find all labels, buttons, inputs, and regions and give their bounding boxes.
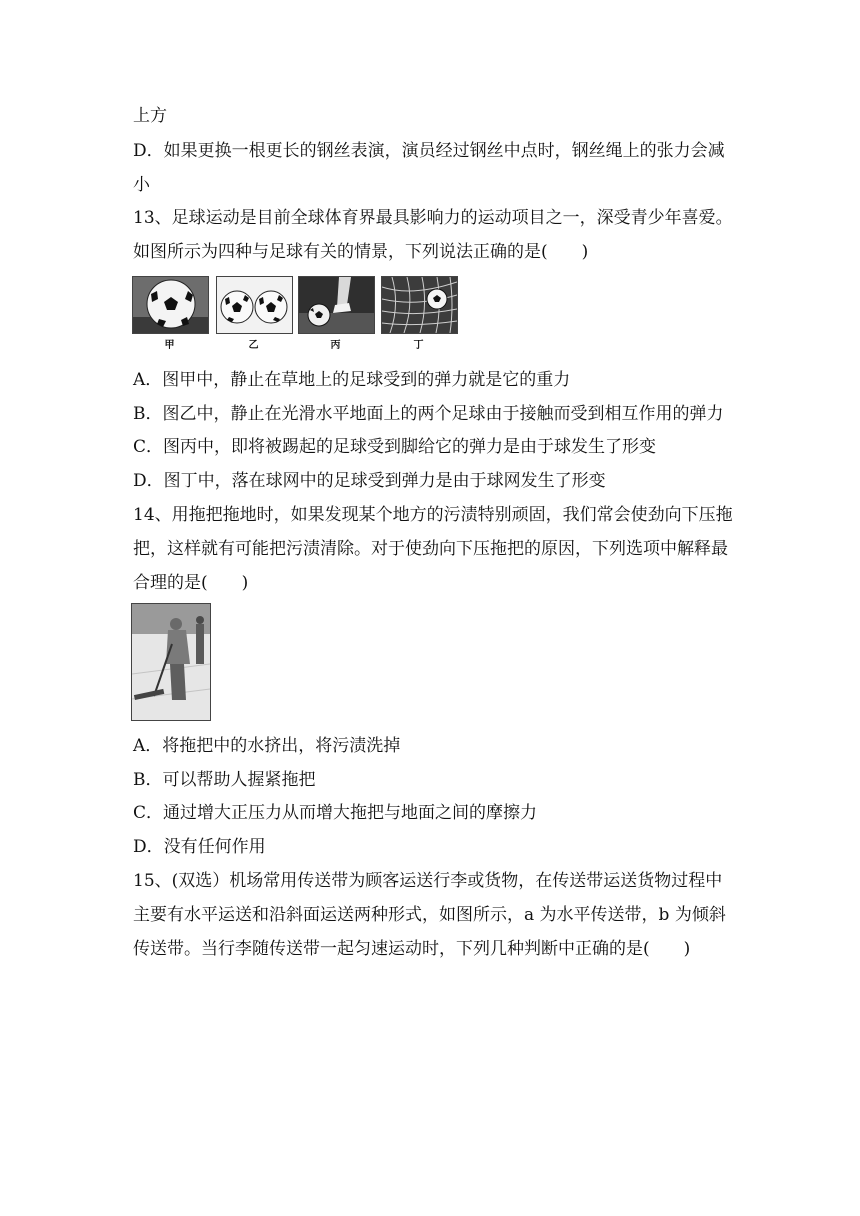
- caption-ding: 丁: [413, 340, 424, 351]
- question-14-option-a: A．将拖把中的水挤出，将污渍洗掉: [133, 736, 401, 756]
- question-14-option-d: D．没有任何作用: [133, 837, 266, 857]
- option-d-q12: D．如果更换一根更长的钢丝表演，演员经过钢丝中点时，钢丝绳上的张力会减: [133, 141, 725, 161]
- caption-yi: 乙: [248, 340, 259, 351]
- question-13-option-c: C．图丙中，即将被踢起的足球受到脚给它的弹力是由于球发生了形变: [133, 437, 657, 457]
- figure-bing-kick-soccer-ball: [298, 276, 375, 334]
- figure-jia-soccer-ball-on-grass: [132, 276, 209, 334]
- question-15-stem-cont: 主要有水平运送和沿斜面运送两种形式，如图所示，a 为水平传送带，b 为倾斜: [133, 905, 726, 925]
- question-13-stem-cont: 如图所示为四种与足球有关的情景，下列说法正确的是( ): [133, 242, 589, 262]
- text-line: 上方: [133, 106, 167, 126]
- caption-jia: 甲: [164, 340, 175, 351]
- question-14-option-c: C．通过增大正压力从而增大拖把与地面之间的摩擦力: [133, 803, 538, 823]
- caption-bing: 丙: [330, 340, 341, 351]
- soccer-figures: [132, 276, 462, 356]
- question-15-stem: 15、(双选）机场常用传送带为顾客运送行李或货物，在传送带运送货物过程中: [133, 871, 723, 891]
- question-14-stem: 14、用拖把拖地时，如果发现某个地方的污渍特别顽固，我们常会使劲向下压拖: [133, 505, 733, 525]
- text-line: 小: [133, 175, 150, 195]
- question-14-stem-cont: 把，这样就有可能把污渍清除。对于使劲向下压拖把的原因，下列选项中解释最: [133, 539, 728, 559]
- question-13-option-d: D．图丁中，落在球网中的足球受到弹力是由于球网发生了形变: [133, 471, 606, 491]
- figure-yi-two-soccer-balls: [216, 276, 293, 334]
- question-15-stem-end: 传送带。当行李随传送带一起匀速运动时，下列几种判断中正确的是( ): [133, 939, 691, 959]
- question-13-stem: 13、足球运动是目前全球体育界最具影响力的运动项目之一，深受青少年喜爱。: [133, 208, 733, 228]
- question-13-option-a: A．图甲中，静止在草地上的足球受到的弹力就是它的重力: [133, 370, 571, 390]
- question-13-option-b: B．图乙中，静止在光滑水平地面上的两个足球由于接触而受到相互作用的弹力: [133, 404, 724, 424]
- figure-person-mopping: [131, 603, 211, 721]
- question-14-stem-end: 合理的是( ): [133, 573, 249, 593]
- question-14-option-b: B．可以帮助人握紧拖把: [133, 770, 316, 790]
- figure-ding-ball-in-net: [381, 276, 458, 334]
